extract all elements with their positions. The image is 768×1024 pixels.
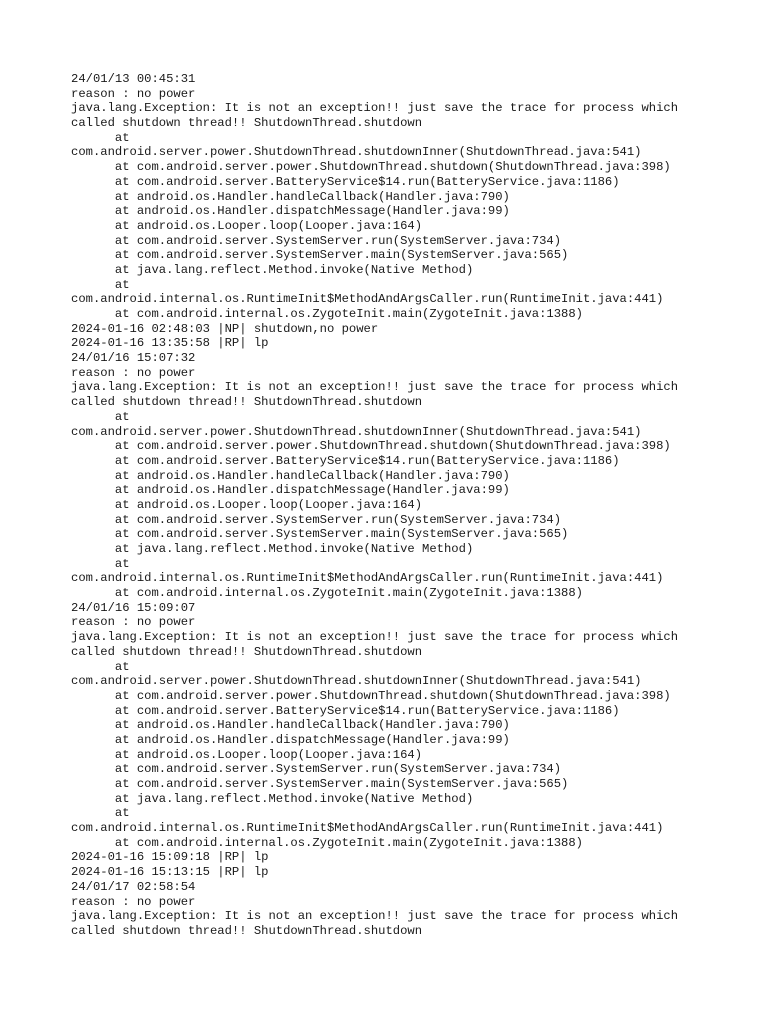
log-line: java.lang.Exception: It is not an exception!! just save the trace for process which (71, 101, 679, 116)
log-line: at android.os.Handler.dispatchMessage(Handler.java:99) (71, 732, 510, 747)
log-line: at com.android.server.SystemServer.run(SystemServer.java:734) (71, 762, 562, 777)
log-line: at com.android.server.SystemServer.run(SystemServer.java:734) (71, 233, 562, 248)
log-line: at com.android.server.SystemServer.main(SystemServer.java:565) (71, 248, 569, 263)
log-line: 2024-01-16 02:48:03 |NP| shutdown,no power (71, 321, 379, 336)
log-line: at android.os.Handler.handleCallback(Handler.java:790) (71, 718, 510, 733)
log-line: com.android.server.power.ShutdownThread.shutdownInner(ShutdownThread.java:541) (71, 424, 642, 439)
log-line: 24/01/13 00:45:31 (71, 72, 196, 86)
log-line: 24/01/17 02:58:54 (71, 879, 196, 894)
log-line: called shutdown thread!! ShutdownThread.shutdown (71, 395, 423, 410)
log-line: at java.lang.reflect.Method.invoke(Native Method) (71, 542, 474, 556)
log-line: at android.os.Handler.dispatchMessage(Handler.java:99) (71, 483, 510, 498)
log-line: at java.lang.reflect.Method.invoke(Native Method) (71, 791, 474, 806)
log-line: at com.android.server.SystemServer.main(SystemServer.java:565) (71, 527, 569, 542)
log-line: at android.os.Handler.handleCallback(Handler.java:790) (71, 468, 510, 483)
log-line: java.lang.Exception: It is not an exception!! just save the trace for process which (71, 909, 679, 924)
document-page (71, 72, 751, 939)
log-line: com.android.server.power.ShutdownThread.shutdownInner(ShutdownThread.java:541) (71, 145, 642, 160)
log-line: at com.android.server.power.ShutdownThread.shutdown(ShutdownThread.java:398) (71, 688, 671, 703)
log-line: at com.android.internal.os.ZygoteInit.main(ZygoteInit.java:1388) (71, 307, 583, 321)
log-line: called shutdown thread!! ShutdownThread.shutdown (71, 644, 423, 659)
log-line: at android.os.Looper.loop(Looper.java:164) (71, 218, 423, 233)
log-line: at android.os.Handler.handleCallback(Handler.java:790) (71, 189, 510, 204)
log-line: reason : no power (71, 894, 196, 909)
log-line: reason : no power (71, 365, 196, 380)
log-line: at android.os.Looper.loop(Looper.java:164) (71, 747, 423, 762)
log-line: at android.os.Handler.dispatchMessage(Handler.java:99) (71, 204, 510, 219)
log-line: 2024-01-16 13:35:58 |RP| lp (71, 336, 269, 351)
log-line: at com.android.server.power.ShutdownThread.shutdown(ShutdownThread.java:398) (71, 439, 671, 454)
log-line: com.android.internal.os.RuntimeInit$MethodAndArgsCaller.run(RuntimeInit.java:441) (71, 571, 664, 586)
log-line: 24/01/16 15:09:07 (71, 600, 196, 615)
log-line: at (71, 806, 130, 821)
log-line: at com.android.server.SystemServer.run(SystemServer.java:734) (71, 512, 562, 527)
log-line: at com.android.server.power.ShutdownThread.shutdown(ShutdownThread.java:398) (71, 160, 671, 175)
log-line: at com.android.internal.os.ZygoteInit.main(ZygoteInit.java:1388) (71, 586, 583, 601)
log-line: at com.android.internal.os.ZygoteInit.main(ZygoteInit.java:1388) (71, 835, 583, 850)
log-line: reason : no power (71, 615, 196, 630)
log-line: called shutdown thread!! ShutdownThread.shutdown (71, 923, 423, 938)
log-line: at android.os.Looper.loop(Looper.java:164) (71, 497, 423, 512)
log-line: com.android.internal.os.RuntimeInit$MethodAndArgsCaller.run(RuntimeInit.java:441) (71, 821, 664, 836)
log-line: at (71, 130, 130, 145)
log-line: com.android.server.power.ShutdownThread.shutdownInner(ShutdownThread.java:541) (71, 674, 642, 689)
log-line: at com.android.server.SystemServer.main(SystemServer.java:565) (71, 777, 569, 791)
log-line: java.lang.Exception: It is not an exception!! just save the trace for process which (71, 380, 679, 395)
log-line: com.android.internal.os.RuntimeInit$MethodAndArgsCaller.run(RuntimeInit.java:441) (71, 292, 664, 307)
log-line: reason : no power (71, 86, 196, 101)
log-line: 24/01/16 15:07:32 (71, 351, 196, 366)
log-line: at java.lang.reflect.Method.invoke(Native Method) (71, 262, 474, 277)
log-line: at com.android.server.BatteryService$14.run(BatteryService.java:1186) (71, 174, 620, 189)
log-line: at (71, 659, 130, 674)
log-line: 2024-01-16 15:09:18 |RP| lp (71, 850, 269, 865)
log-line: at (71, 556, 130, 571)
log-line: at com.android.server.BatteryService$14.run(BatteryService.java:1186) (71, 703, 620, 718)
log-line: at (71, 409, 130, 424)
log-line: 2024-01-16 15:13:15 |RP| lp (71, 865, 269, 880)
log-line: at com.android.server.BatteryService$14.run(BatteryService.java:1186) (71, 453, 620, 468)
log-line: at (71, 277, 130, 292)
log-line: called shutdown thread!! ShutdownThread.shutdown (71, 116, 423, 131)
log-line: java.lang.Exception: It is not an exception!! just save the trace for process which (71, 630, 679, 645)
